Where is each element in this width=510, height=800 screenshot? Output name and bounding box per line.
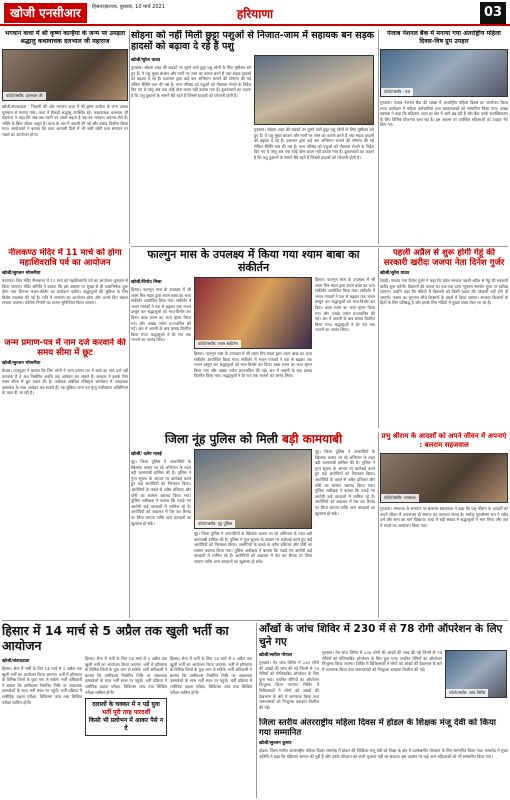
- story-body-continued: गुरुग्राम। सोहना शहर की सड़कों पर घूमने वाले छुट्टा पशु लोगों के लिए मुसीबत बने हुए हैं। ये पशु मुख्य बाजार और मार्गों पर जाम का कारण बनते हैं तथा सड़क हादसों को बढ़ावा दे रहे हैं। प्रशासन द्वारा कई बार अभियान चलाने की घोषणा की गई लेकिन स्थिति जस की तस है। नगर परिषद को पशुओं को गौशाला भेजने के निर्देश दिए गए थे परंतु अब तक कोई ठोस कदम नहीं उठाया गया है। दुकानदारों का कहना है कि पशु दुकानों के सामने बैठे रहते हैं जिससे ग्राहकों को परेशानी होती है।: [254, 127, 374, 160]
- story-body-continued-2: नूंह। जिला पुलिस ने अपराधियों के खिलाफ चलाए जा रहे अभियान के तहत बड़ी कामयाबी हासिल की है। पुलिस ने गुप्त सूचना के आधार पर कार्रवाई करते हुए कई आरोपियों को गिरफ्तार किया। आरोपियों के कब्जे से अवैध हथियार और चोरी का सामान बरामद किया गया। पुलिस अधीक्षक ने बताया कि पकड़े गए आरोपी कई वारदातों में शामिल रहे हैं। आरोपियों को अदालत में पेश कर रिमांड पर लिया जाएगा ताकि अन्य वारदातों का खुलासा हो सके।: [315, 449, 375, 516]
- headline: फाल्गुन मास के उपलक्ष्य में किया गया श्याम बाबा का संकीर्तन: [147, 248, 360, 274]
- story-body: हिसार। फाल्गुन मास के उपलक्ष्य में श्री श्याम मित्र मंडल द्वारा श्याम बाबा का भव्य संकीर्तन आयोजित किया गया। संकीर्तन में भजन गायकों ने एक से बढ़कर एक भजन प्रस्तुत कर श्रद्धालुओं को भाव-विभोर कर दिया। बाबा श्याम का भव्य श्रृंगार किया गया और अखंड ज्योत प्रज्ज्वलित की गई। अंत में आरती के बाद प्रसाद वितरित किया गया। श्रद्धालुओं ने देर रात तक भजनों का आनंद लिया।: [131, 287, 191, 343]
- quote-line: दलालों के चक्कर में न पड़ें युवा: [92, 701, 160, 709]
- byline: खोजी/सुरजन भोजनीया: [2, 361, 41, 366]
- story-pnb-womens-day: [380, 30, 508, 244]
- masthead: [0, 0, 510, 26]
- photo-caption: फोटो/तस्वीर: दलभाल जी: [3, 92, 46, 100]
- story-shriram-ideals: [380, 432, 508, 618]
- photo-ramkatha: [380, 453, 508, 503]
- story-nuh-police: [131, 432, 376, 618]
- headline: पहली अप्रैल से शुरू होगी गेहूं की सरकारी खरीदः जजपा नेता दिनेश गुर्जर: [383, 248, 505, 268]
- photo-caption: फोटो/तस्वीर: नूंह पुलिस: [195, 520, 235, 528]
- photo-shyam-baba: [194, 277, 312, 349]
- brand-logo: खोजी एनसीआर: [4, 3, 87, 23]
- quote-line: भर्ती पूरी तरह पारदर्शी: [101, 709, 151, 717]
- photo-katha: [2, 49, 128, 101]
- headline: सोहना को नहीं मिली छुट्टा पशुओं से निजात-जाम में सहायक बन सड़क हादसों को बढ़ावा दे रहे हैं पशु: [131, 30, 375, 52]
- byline: खोजी/संवाददाता: [2, 659, 30, 664]
- pull-quote: [85, 698, 167, 736]
- byline: खोजी/सुरजन कुमार: [259, 741, 292, 746]
- photo-cattle: [254, 55, 374, 125]
- story-eye-camp: [259, 623, 508, 715]
- story-body: होडल। जिला स्तरीय अंतरराष्ट्रीय महिला दिवस समारोह में होडल की शिक्षिका मंजू देवी को शिक्षा के क्षेत्र में उल्लेखनीय योगदान के लिए सम्मानित किया गया। समारोह में मुख्य अतिथि ने कहा कि महिलाएं समाज की धुरी हैं और उनके योगदान को कभी भुलाया नहीं जा सकता। इस अवसर पर कई अन्य महिलाओं को भी सम्मानित किया गया।: [259, 748, 508, 759]
- story-body-continued: नूंह। जिला पुलिस ने अपराधियों के खिलाफ चलाए जा रहे अभियान के तहत बड़ी कामयाबी हासिल की है। पुलिस ने गुप्त सूचना के आधार पर कार्रवाई करते हुए कई आरोपियों को गिरफ्तार किया। आरोपियों के कब्जे से अवैध हथियार और चोरी का सामान बरामद किया गया। पुलिस अधीक्षक ने बताया कि पकड़े गए आरोपी कई वारदातों में शामिल रहे हैं। आरोपियों को अदालत में पेश कर रिमांड पर लिया जाएगा ताकि अन्य वारदातों का खुलासा हो सके।: [194, 531, 312, 564]
- photo-pnb: [380, 49, 508, 97]
- headline: जिला स्तरीय अंतरराष्ट्रीय महिला दिवस में होडल के शिक्षक मंजू देवी को किया गया सम्मानित: [259, 718, 496, 738]
- section-title: हरियाणा: [236, 7, 274, 21]
- story-wheat-procurement: [380, 248, 508, 428]
- byline: खोजी/सुरेश यादव: [131, 58, 161, 63]
- byline: खोजी/सुरेश यादव: [380, 271, 410, 276]
- byline: खोजी/सतीश गोपाल: [259, 653, 292, 658]
- story-body-continued: हिसार। फाल्गुन मास के उपलक्ष्य में श्री श्याम मित्र मंडल द्वारा श्याम बाबा का भव्य संकीर्तन आयोजित किया गया। संकीर्तन में भजन गायकों ने एक से बढ़कर एक भजन प्रस्तुत कर श्रद्धालुओं को भाव-विभोर कर दिया। बाबा श्याम का भव्य श्रृंगार किया गया और अखंड ज्योत प्रज्ज्वलित की गई। अंत में आरती के बाद प्रसाद वितरित किया गया। श्रद्धालुओं ने देर रात तक भजनों का आनंद लिया।: [194, 351, 312, 379]
- story-body: गुरुग्राम। रामकथा के समापन पर बलराम सहजवाल ने कहा कि प्रभु श्रीराम के आदर्शों को अपने जीवन में अपनाकर ही समाज का कल्याण संभव है। मर्यादा पुरुषोत्तम राम ने सदैव धर्म और सत्य का मार्ग दिखाया। कथा में बड़ी संख्या में श्रद्धालुओं ने भाग लिया और अंत में भंडारे का आयोजन किया गया।: [380, 506, 508, 528]
- photo-caption: फोटो/तस्वीर : एस: [381, 88, 413, 96]
- headline: भगवान कथा में श्री कृष्ण कान्हैया के जन्म पर उमड़ता श्रद्धालु कथावाचक दलभाल जी महाराज: [4, 30, 126, 45]
- photo-police: [194, 449, 312, 529]
- photo-caption: फोटो/तस्वीर: जांच शिविर: [446, 689, 488, 697]
- story-teacher-honoured: [259, 718, 508, 798]
- headline-part-red: बड़ी कामयाबी: [282, 432, 343, 446]
- story-body: गुरुग्राम। पंजाब नेशनल बैंक की शाखा में अंतर्राष्ट्रीय महिला दिवस का आयोजन किया गया। कार्यक्रम में महिला कर्मचारियों तथा खाताधारकों को सम्मानित किया गया। शाखा प्रबंधक ने कहा कि महिलाएं आज हर क्षेत्र में आगे बढ़ रही हैं और बैंक उनके सशक्तिकरण के लिए विभिन्न योजनाएं चला रहा है। इस अवसर पर उपस्थित महिलाओं को उपहार भेंट किए गए।: [380, 100, 508, 128]
- photo-caption: फोटो/तस्वीर: श्याम संकीर्तन: [195, 340, 241, 348]
- byline: खोजी/विनोद मिश्रा: [131, 280, 162, 285]
- headline: जन्म प्रमाण-पत्र में नाम दर्ज करवाने की समय सीमा में छूट: [4, 338, 126, 358]
- story-body-continued-2: हिसार। फाल्गुन मास के उपलक्ष्य में श्री श्याम मित्र मंडल द्वारा श्याम बाबा का भव्य संकीर्तन आयोजित किया गया। संकीर्तन में भजन गायकों ने एक से बढ़कर एक भजन प्रस्तुत कर श्रद्धालुओं को भाव-विभोर कर दिया। बाबा श्याम का भव्य श्रृंगार किया गया और अखंड ज्योत प्रज्ज्वलित की गई। अंत में आरती के बाद प्रसाद वितरित किया गया। श्रद्धालुओं ने देर रात तक भजनों का आनंद लिया।: [315, 277, 375, 333]
- byline: खोजी/सुरजन भोजनीया: [2, 271, 41, 276]
- story-shyam-baba: [131, 248, 376, 428]
- photo-eye-camp: [445, 650, 507, 698]
- story-body: रेवाड़ी। जजपा नेता दिनेश गुर्जर ने कहा कि प्रदेश सरकार पहली अप्रैल से गेहूं की सरकारी खरीद शुरू करेगी। किसानों की फसल का एक-एक दाना न्यूनतम समर्थन मूल्य पर खरीदा जाएगा। उन्होंने कहा कि मंडियों में किसानों को किसी प्रकार की परेशानी नहीं होने दी जाएगी। फसल का भुगतान सीधे किसानों के खातों में किया जाएगा। सरकार किसानों के हितों के लिए प्रतिबद्ध है और इसके लिए मंडियों में पुख्ता प्रबंध किए जा रहे हैं।: [380, 278, 508, 306]
- headline: [131, 432, 376, 446]
- byline: खोजी/ दलेप मावई: [131, 452, 162, 457]
- story-sohna-cattle: [131, 30, 376, 244]
- story-body: गुरुग्राम। नेत्र जांच शिविर में 230 लोगों की आंखों की जांच की गई जिनमें से 78 रोगियों को मोतियाबिंद ऑपरेशन के लिए चुना गया। चयनित रोगियों का ऑपरेशन निःशुल्क किया जाएगा। शिविर में चिकित्सकों ने लोगों को आंखों की देखभाल के बारे में जागरूक किया तथा जरूरतमंदों को निःशुल्क दवाइयां वितरित की गईं।: [259, 660, 319, 710]
- story-hisar-recruitment: [2, 623, 254, 798]
- headline: आँखों के जांच शिविर में 230 में से 78 रोगी ऑपरेशन के लिए चुने गए: [259, 623, 503, 648]
- headline: पंजाब नेशनल बैंक में मनाया गया अंतर्राष्ट्रीय महिला दिवस-विष ग्रुप उपहार: [387, 30, 501, 45]
- dateline: हिसार/झज्जर, बुधवार, 10 मार्च 2021: [92, 4, 165, 10]
- story-body: खोजी/संवाददाता : भिवानी की ओर भगवान कथा में श्री कृष्ण कन्हैया के जन्म उत्सव धूमधाम से मनाया गया। कथा में सैकड़ों श्रद्धालु उपस्थित रहे। कथावाचक दलभाल जी महाराज ने कहा कि जब-जब धरती पर अधर्म बढ़ता है तब-तब भगवान अवतार लेते हैं। भक्ति के बिना जीवन अधूरा है। कथा के अंत में आरती की गई और प्रसाद वितरित किया गया। आयोजकों ने बताया कि कथा आगामी दिनों में भी जारी रहेगी तथा समापन पर भंडारे का आयोजन होगा।: [2, 104, 128, 137]
- story-body: गुरुग्राम। सोहना शहर की सड़कों पर घूमने वाले छुट्टा पशु लोगों के लिए मुसीबत बने हुए हैं। ये पशु मुख्य बाजार और मार्गों पर जाम का कारण बनते हैं तथा सड़क हादसों को बढ़ावा दे रहे हैं। प्रशासन द्वारा कई बार अभियान चलाने की घोषणा की गई लेकिन स्थिति जस की तस है। नगर परिषद को पशुओं को गौशाला भेजने के निर्देश दिए गए थे परंतु अब तक कोई ठोस कदम नहीं उठाया गया है। दुकानदारों का कहना है कि पशु दुकानों के सामने बैठे रहते हैं जिससे ग्राहकों को परेशानी होती है।: [131, 65, 251, 98]
- story-body: कलायत। शिव मंदिर नीलकण्ठ में 11 मार्च को महाशिवरात्रि पर्व का आयोजन धूमधाम से किया जाएगा। मंदिर समिति ने बताया कि इस अवसर पर सुबह से ही जलाभिषेक शुरू होगा तथा दिनभर भजन-कीर्तन का कार्यक्रम चलेगा। श्रद्धालुओं की सुविधा के लिए विशेष व्यवस्था की गई है। रात्रि में जागरण का आयोजन होगा और अगले दिन भंडारा लगाया जाएगा। कोरोना नियमों का पालन सुनिश्चित किया जाएगा।: [2, 278, 128, 306]
- headline: नीलकण्ठ मंदिर में 11 मार्च को होगा महाशिवरात्रि पर्व का आयोजन: [8, 248, 122, 268]
- story-body-continued-2: हिसार। सेना में भर्ती के लिए 14 मार्च से 5 अप्रैल तक खुली भर्ती का आयोजन किया जाएगा। भर्ती में हरियाणा के विभिन्न जिलों के युवा भाग ले सकेंगे। भर्ती अधिकारी ने बताया कि उम्मीदवार निर्धारित तिथि पर आवश्यक दस्तावेजों के साथ भर्ती स्थल पर पहुंचें। भर्ती प्रक्रिया में शारीरिक दक्षता परीक्षा, चिकित्सा जांच तथा लिखित परीक्षा शामिल होगी।: [170, 656, 252, 695]
- story-birth-certificate: [2, 338, 128, 618]
- story-krishna-katha: [2, 30, 128, 244]
- headline-part-black: जिला नूंह पुलिस को मिली: [164, 432, 283, 446]
- story-neelkanth-mandir: [2, 248, 128, 334]
- headline: प्रभु श्रीराम के आदर्शों को अपने जीवन में अपनाएं : बलराम सहजवाल: [381, 432, 507, 449]
- quote-line: किसी भी प्रलोभन में आकर पैसे न दें: [88, 717, 164, 733]
- page-number: 03: [480, 2, 506, 24]
- story-body-continued: हिसार। सेना में भर्ती के लिए 14 मार्च से 5 अप्रैल तक खुली भर्ती का आयोजन किया जाएगा। भर्ती में हरियाणा के विभिन्न जिलों के युवा भाग ले सकेंगे। भर्ती अधिकारी ने बताया कि उम्मीदवार निर्धारित तिथि पर आवश्यक दस्तावेजों के साथ भर्ती स्थल पर पहुंचें। भर्ती प्रक्रिया में शारीरिक दक्षता परीक्षा, चिकित्सा जांच तथा लिखित परीक्षा शामिल होगी।: [85, 656, 167, 695]
- story-body: कैथल। उपायुक्त ने बताया कि जिन लोगों ने जन्म प्रमाण पत्र में बच्चे का नाम दर्ज नहीं करवाया है वे अब निर्धारित अवधि तक आवेदन कर सकते हैं। सरकार ने इसके लिए समय सीमा में छूट प्रदान की है। आवेदक संबंधित रजिस्ट्रार कार्यालय में आवश्यक दस्तावेज के साथ आवेदन कर सकते हैं। यह सुविधा जन्म एवं मृत्यु पंजीकरण अधिनियम के तहत दी जा रही है।: [2, 368, 128, 396]
- story-body-continued: गुरुग्राम। नेत्र जांच शिविर में 230 लोगों की आंखों की जांच की गई जिनमें से 78 रोगियों को मोतियाबिंद ऑपरेशन के लिए चुना गया। चयनित रोगियों का ऑपरेशन निःशुल्क किया जाएगा। शिविर में चिकित्सकों ने लोगों को आंखों की देखभाल के बारे में जागरूक किया तथा जरूरतमंदों को निःशुल्क दवाइयां वितरित की गईं।: [322, 650, 442, 672]
- photo-caption: फोटो/तस्वीर: रामकथा: [381, 494, 419, 502]
- story-body: नूंह। जिला पुलिस ने अपराधियों के खिलाफ चलाए जा रहे अभियान के तहत बड़ी कामयाबी हासिल की है। पुलिस ने गुप्त सूचना के आधार पर कार्रवाई करते हुए कई आरोपियों को गिरफ्तार किया। आरोपियों के कब्जे से अवैध हथियार और चोरी का सामान बरामद किया गया। पुलिस अधीक्षक ने बताया कि पकड़े गए आरोपी कई वारदातों में शामिल रहे हैं। आरोपियों को अदालत में पेश कर रिमांड पर लिया जाएगा ताकि अन्य वारदातों का खुलासा हो सके।: [131, 459, 191, 526]
- story-body: हिसार। सेना में भर्ती के लिए 14 मार्च से 5 अप्रैल तक खुली भर्ती का आयोजन किया जाएगा। भर्ती में हरियाणा के विभिन्न जिलों के युवा भाग ले सकेंगे। भर्ती अधिकारी ने बताया कि उम्मीदवार निर्धारित तिथि पर आवश्यक दस्तावेजों के साथ भर्ती स्थल पर पहुंचें। भर्ती प्रक्रिया में शारीरिक दक्षता परीक्षा, चिकित्सा जांच तथा लिखित परीक्षा शामिल होगी।: [2, 666, 82, 705]
- headline: हिसार में 14 मार्च से 5 अप्रैल तक खुली भर्ती का आयोजन: [2, 623, 229, 653]
